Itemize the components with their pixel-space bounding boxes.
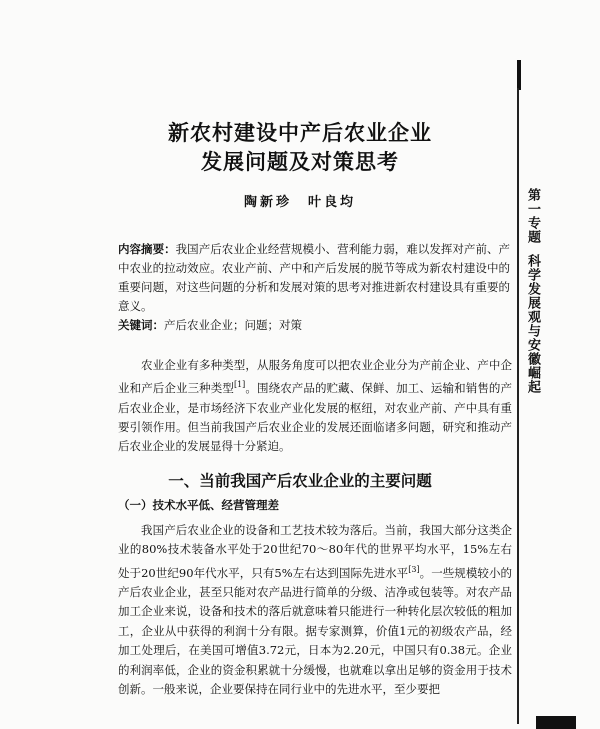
margin-running-head	[524, 188, 542, 394]
section-heading: 一、当前我国产后农业企业的主要问题	[168, 472, 432, 490]
title-line-1: 新农村建设中产后农业企业	[168, 120, 432, 145]
page-number-block	[536, 716, 576, 729]
body-paragraph	[118, 521, 512, 699]
body-reference: [3]	[408, 564, 420, 574]
intro-reference: [1]	[233, 380, 246, 390]
body-text-1: 我国产后农业企业的设备和工艺技术较为落后。当前，我国大部分这类企业的80%技术装备水平处于20世纪70～80年代的世界平均水平，15%左右处于20世纪90年代水平，只有5%左右达到国际先进水平	[118, 523, 512, 580]
abstract-text: 我国产后农业企业经营规模小、营利能力弱，难以发挥对产前、产中农业的拉动效应。农业产前、产中和产后发展的脱节等成为新农村建设中的重要问题，对这些问题的分析和发展对策的思考对推进新农村建设具有重要的意义。	[118, 242, 511, 313]
intro-text-1: 农业企业有多种类型，从服务角度可以把农业企业分为产前企业、产中企业和产后企业三种类型	[118, 358, 512, 396]
intro-text-2: 。围绕农产品的贮藏、保鲜、加工、运输和销售的产后农业企业，是市场经济下农业产业化发展的枢纽，对农业产前、产中具有重要引领作用。但当前我国产后农业企业的发展还面临诸多问题，研究和推动产后农业企业的发展显得十分紧迫。	[118, 381, 513, 454]
body-text-2: 。一些规模较小的产后农业企业，甚至只能对农产品进行简单的分级、洁净或包装等。对农产品加工企业来说，设备和技术的落后就意味着只能进行一种转化层次较低的粗加工，企业从中获得的利润十分有限。据专家测算，价值1元的初级农产品，经加工处理后，在美国可增值3.72元，日本为2.20元，中国只有0.38元。企业的利润率低，企业的资金积累就十分缓慢，也就难以拿出足够的资金用于技术创新。一般来说，企业要保持在同行业中的先进水平，至少要把	[118, 565, 513, 697]
margin-rule	[517, 88, 519, 724]
keywords-label: 关键词：	[118, 318, 164, 332]
authors: 陶新珍 叶良均	[243, 195, 356, 210]
keywords-text: 产后农业企业；问题；对策	[164, 318, 302, 332]
margin-head-part2: 科学发展观与安徽崛起	[525, 254, 540, 394]
abstract-label: 内容摘要：	[118, 242, 176, 256]
subsection-heading: （一）技术水平低、经营管理差	[118, 498, 279, 512]
margin-rule-top	[517, 60, 521, 90]
abstract	[118, 240, 510, 316]
title-line-2: 发展问题及对策思考	[201, 149, 399, 174]
margin-head-part1: 第一专题	[525, 188, 540, 244]
keywords	[118, 316, 510, 335]
intro-paragraph	[118, 356, 512, 457]
